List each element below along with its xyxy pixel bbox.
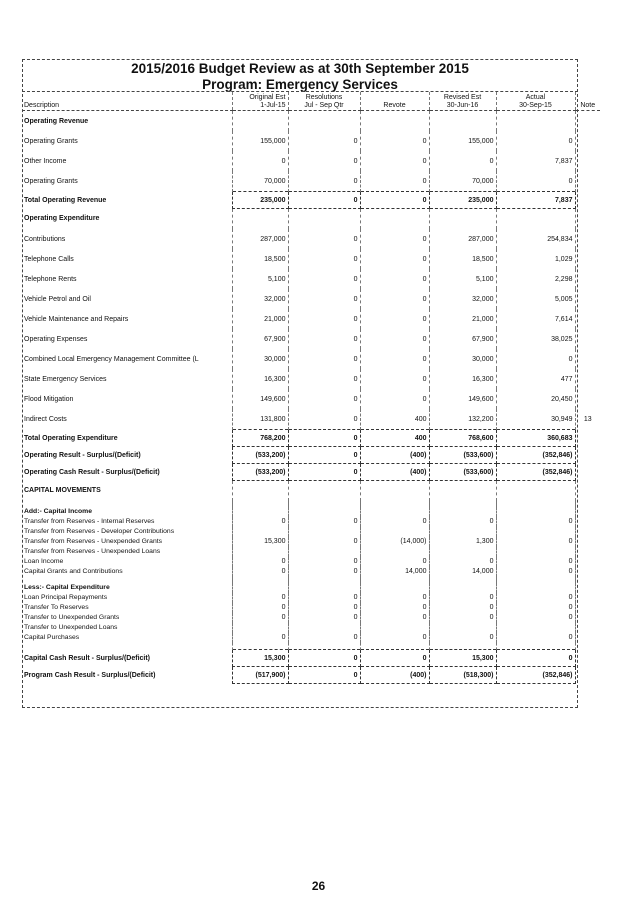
expenditure-row <box>22 289 600 309</box>
expenditure-row-revised: 18,500 <box>429 249 496 269</box>
capital-income-heading-note <box>575 507 600 517</box>
capital-income-row-revote: 14,000 <box>360 567 429 577</box>
total-operating-revenue-revote: 0 <box>360 192 429 209</box>
operating-expenditure-heading-actual <box>496 209 575 230</box>
total-operating-expenditure-note <box>575 430 600 447</box>
program-cash-result <box>22 667 600 684</box>
capital-expenditure-row-res: 0 <box>288 593 360 603</box>
header-description: Description <box>22 92 232 111</box>
operating-revenue-heading-revised <box>429 111 496 132</box>
capital-income-row-res: 0 <box>288 557 360 567</box>
header-note: Note <box>575 92 600 111</box>
expenditure-row-revote: 0 <box>360 309 429 329</box>
total-operating-expenditure-actual: 360,683 <box>496 430 575 447</box>
header-actual: Actual 30-Sep-15 <box>496 92 575 111</box>
capital-cash-result <box>22 650 600 667</box>
operating-revenue-heading-revote <box>360 111 429 132</box>
expenditure-row-description: Telephone Calls <box>24 255 74 263</box>
header-resolutions: Resolutions Jul - Sep Qtr <box>288 92 360 111</box>
capital-expenditure-row-note <box>575 603 600 613</box>
capital-cash-result-res: 0 <box>288 650 360 667</box>
capital-income-row-note <box>575 567 600 577</box>
capital-income-row-orig: 0 <box>232 517 288 527</box>
total-operating-expenditure-revote: 400 <box>360 430 429 447</box>
expenditure-row-revised: 5,100 <box>429 269 496 289</box>
capital-income-row-actual <box>496 547 575 557</box>
capital-income-heading-revised <box>429 507 496 517</box>
capital-income-row-revised: 1,300 <box>429 537 496 547</box>
operating-expenditure-heading-res <box>288 209 360 230</box>
capital-income-row-revote <box>360 547 429 557</box>
capital-expenditure-row-revised: 0 <box>429 603 496 613</box>
expenditure-row-actual: 7,614 <box>496 309 575 329</box>
capital-expenditure-row-actual: 0 <box>496 593 575 603</box>
expenditure-row-revote: 400 <box>360 409 429 430</box>
revenue-row-orig: 70,000 <box>232 171 288 192</box>
expenditure-row-note <box>575 349 600 369</box>
expenditure-row-orig: 30,000 <box>232 349 288 369</box>
expenditure-row <box>22 269 600 289</box>
capital-income-heading-revote <box>360 507 429 517</box>
capital-expenditure-heading-orig <box>232 583 288 593</box>
capital-income-row-description: Transfer from Reserves - Internal Reserves <box>24 518 155 525</box>
capital-expenditure-row-revised: 0 <box>429 593 496 603</box>
expenditure-row-actual: 1,029 <box>496 249 575 269</box>
operating-revenue-heading-orig <box>232 111 288 132</box>
capital-expenditure-row-orig: 0 <box>232 593 288 603</box>
capital-income-row-res: 0 <box>288 567 360 577</box>
operating-result-description: Operating Result - Surplus/(Deficit) <box>24 451 141 459</box>
capital-expenditure-row-orig: 0 <box>232 633 288 643</box>
operating-result-revote: (400) <box>360 447 429 464</box>
revenue-row-actual: 7,837 <box>496 151 575 171</box>
total-operating-expenditure-description: Total Operating Expenditure <box>24 434 118 442</box>
expenditure-row <box>22 369 600 389</box>
total-operating-revenue-description: Total Operating Revenue <box>24 196 107 204</box>
capital-income-row-actual <box>496 527 575 537</box>
capital-expenditure-heading-revised <box>429 583 496 593</box>
operating-expenditure-heading-orig <box>232 209 288 230</box>
revenue-row-res: 0 <box>288 171 360 192</box>
header-original-est: Original Est 1-Jul-15 <box>232 92 288 111</box>
operating-revenue-heading-res <box>288 111 360 132</box>
expenditure-row-orig: 32,000 <box>232 289 288 309</box>
revenue-row-revised: 155,000 <box>429 131 496 151</box>
capital-income-row-orig <box>232 527 288 537</box>
capital-expenditure-heading <box>22 583 600 593</box>
capital-expenditure-heading-revote <box>360 583 429 593</box>
expenditure-row-res: 0 <box>288 369 360 389</box>
capital-cash-result-actual: 0 <box>496 650 575 667</box>
revenue-row-description: Operating Grants <box>24 137 78 145</box>
capital-income-row-res <box>288 527 360 537</box>
total-operating-expenditure-revised: 768,600 <box>429 430 496 447</box>
revenue-row-revised: 0 <box>429 151 496 171</box>
capital-expenditure-row-actual: 0 <box>496 603 575 613</box>
capital-expenditure-heading-description: Less:- Capital Expenditure <box>24 584 110 591</box>
capital-income-row-res <box>288 547 360 557</box>
revenue-row <box>22 131 600 151</box>
program-cash-result-actual: (352,846) <box>496 667 575 684</box>
revenue-row-description: Other Income <box>24 157 67 165</box>
capital-income-row-res: 0 <box>288 517 360 527</box>
capital-expenditure-heading-res <box>288 583 360 593</box>
expenditure-row-actual: 5,005 <box>496 289 575 309</box>
revenue-row-revote: 0 <box>360 171 429 192</box>
capital-expenditure-row-revote: 0 <box>360 633 429 643</box>
expenditure-row-note <box>575 389 600 409</box>
program-cash-result-orig: (517,900) <box>232 667 288 684</box>
capital-income-row-orig: 0 <box>232 557 288 567</box>
page-number: 26 <box>311 879 326 893</box>
operating-expenditure-heading-revote <box>360 209 429 230</box>
operating-result-res: 0 <box>288 447 360 464</box>
expenditure-row-actual: 2,298 <box>496 269 575 289</box>
revenue-row <box>22 151 600 171</box>
operating-result <box>22 447 600 464</box>
operating-result-revised: (533,600) <box>429 447 496 464</box>
expenditure-row-note <box>575 269 600 289</box>
expenditure-row-orig: 67,900 <box>232 329 288 349</box>
expenditure-row-actual: 38,025 <box>496 329 575 349</box>
operating-cash-result-res: 0 <box>288 464 360 481</box>
expenditure-row-description: Vehicle Petrol and Oil <box>24 295 91 303</box>
expenditure-row-revised: 132,200 <box>429 409 496 430</box>
revenue-row-orig: 155,000 <box>232 131 288 151</box>
program-cash-result-revised: (518,300) <box>429 667 496 684</box>
capital-expenditure-row-description: Transfer To Reserves <box>24 604 89 611</box>
expenditure-row-actual: 20,450 <box>496 389 575 409</box>
expenditure-row-revised: 16,300 <box>429 369 496 389</box>
operating-cash-result <box>22 464 600 481</box>
operating-revenue-heading-description: Operating Revenue <box>24 117 89 125</box>
total-operating-revenue-orig: 235,000 <box>232 192 288 209</box>
expenditure-row-res: 0 <box>288 289 360 309</box>
capital-income-row-description: Loan Income <box>24 558 64 565</box>
capital-expenditure-row-actual: 0 <box>496 613 575 623</box>
capital-expenditure-row-description: Transfer to Unexpended Grants <box>24 614 120 621</box>
capital-income-row-note <box>575 557 600 567</box>
operating-revenue-heading-note <box>575 111 600 132</box>
capital-expenditure-row-orig <box>232 623 288 633</box>
capital-movements-heading-description: CAPITAL MOVEMENTS <box>24 487 101 495</box>
capital-expenditure-row-description: Transfer to Unexpended Loans <box>24 624 118 631</box>
capital-cash-result-revised: 15,300 <box>429 650 496 667</box>
expenditure-row-res: 0 <box>288 229 360 249</box>
capital-income-row-description: Transfer from Reserves - Developer Contributions <box>24 528 175 535</box>
operating-result-actual: (352,846) <box>496 447 575 464</box>
capital-expenditure-row-revote: 0 <box>360 613 429 623</box>
operating-revenue-heading-actual <box>496 111 575 132</box>
total-operating-expenditure-res: 0 <box>288 430 360 447</box>
capital-expenditure-row <box>22 593 600 603</box>
total-operating-expenditure-orig: 768,200 <box>232 430 288 447</box>
expenditure-row-orig: 16,300 <box>232 369 288 389</box>
expenditure-row <box>22 409 600 430</box>
expenditure-row-description: State Emergency Services <box>24 375 107 383</box>
revenue-row-note <box>575 171 600 192</box>
capital-income-row-revised: 14,000 <box>429 567 496 577</box>
expenditure-row-revised: 287,000 <box>429 229 496 249</box>
table-header-row <box>22 92 600 111</box>
revenue-row-res: 0 <box>288 151 360 171</box>
operating-cash-result-note <box>575 464 600 481</box>
revenue-row-actual: 0 <box>496 171 575 192</box>
capital-movements-heading-revised <box>429 481 496 502</box>
capital-income-row <box>22 517 600 527</box>
total-operating-revenue-actual: 7,837 <box>496 192 575 209</box>
capital-movements-heading-orig <box>232 481 288 502</box>
program-title: Program: Emergency Services <box>202 77 398 92</box>
capital-income-row-note <box>575 547 600 557</box>
expenditure-row <box>22 329 600 349</box>
revenue-row-revote: 0 <box>360 131 429 151</box>
capital-cash-result-revote: 0 <box>360 650 429 667</box>
expenditure-row-orig: 287,000 <box>232 229 288 249</box>
operating-cash-result-revote: (400) <box>360 464 429 481</box>
capital-expenditure-row-revised: 0 <box>429 633 496 643</box>
capital-income-row-orig <box>232 547 288 557</box>
capital-expenditure-row-note <box>575 613 600 623</box>
operating-cash-result-actual: (352,846) <box>496 464 575 481</box>
capital-income-row-actual: 0 <box>496 537 575 547</box>
expenditure-row-res: 0 <box>288 409 360 430</box>
header-revised-est: Revised Est 30-Jun-16 <box>429 92 496 111</box>
revenue-row-revote: 0 <box>360 151 429 171</box>
expenditure-row-res: 0 <box>288 389 360 409</box>
capital-expenditure-row-revote <box>360 623 429 633</box>
expenditure-row-description: Flood Mitigation <box>24 395 74 403</box>
revenue-row-revised: 70,000 <box>429 171 496 192</box>
capital-expenditure-row-description: Loan Principal Repayments <box>24 594 108 601</box>
capital-expenditure-row <box>22 633 600 643</box>
total-operating-revenue-revised: 235,000 <box>429 192 496 209</box>
revenue-row-res: 0 <box>288 131 360 151</box>
capital-movements-heading-note <box>575 481 600 502</box>
expenditure-row-description: Contributions <box>24 235 66 243</box>
operating-cash-result-orig: (533,200) <box>232 464 288 481</box>
capital-cash-result-orig: 15,300 <box>232 650 288 667</box>
operating-expenditure-heading-note <box>575 209 600 230</box>
expenditure-row <box>22 249 600 269</box>
capital-cash-result-note <box>575 650 600 667</box>
expenditure-row-revote: 0 <box>360 249 429 269</box>
capital-income-row-actual: 0 <box>496 557 575 567</box>
expenditure-row-actual: 30,949 <box>496 409 575 430</box>
capital-expenditure-row-actual: 0 <box>496 633 575 643</box>
capital-income-row <box>22 557 600 567</box>
capital-expenditure-row-note <box>575 633 600 643</box>
capital-income-heading-orig <box>232 507 288 517</box>
capital-expenditure-row-note <box>575 623 600 633</box>
capital-expenditure-row-orig: 0 <box>232 603 288 613</box>
capital-income-row-revised: 0 <box>429 557 496 567</box>
program-cash-result-description: Program Cash Result - Surplus/(Deficit) <box>24 671 156 679</box>
capital-income-row-actual: 0 <box>496 517 575 527</box>
capital-income-row-description: Capital Grants and Contributions <box>24 568 123 575</box>
capital-income-row-description: Transfer from Reserves - Unexpended Grants <box>24 538 163 545</box>
expenditure-row-note <box>575 309 600 329</box>
expenditure-row-description: Operating Expenses <box>24 335 88 343</box>
expenditure-row-note <box>575 329 600 349</box>
expenditure-row-revote: 0 <box>360 389 429 409</box>
expenditure-row <box>22 229 600 249</box>
expenditure-row-revote: 0 <box>360 229 429 249</box>
revenue-row-description: Operating Grants <box>24 177 78 185</box>
expenditure-row-revised: 21,000 <box>429 309 496 329</box>
report-title: 2015/2016 Budget Review as at 30th September 2015 <box>131 61 469 76</box>
program-cash-result-note <box>575 667 600 684</box>
capital-expenditure-row-description: Capital Purchases <box>24 634 80 641</box>
expenditure-row-res: 0 <box>288 249 360 269</box>
expenditure-row-orig: 5,100 <box>232 269 288 289</box>
capital-movements-heading-revote <box>360 481 429 502</box>
capital-income-row-orig: 15,300 <box>232 537 288 547</box>
expenditure-row-res: 0 <box>288 269 360 289</box>
capital-income-heading-description: Add:- Capital Income <box>24 508 92 515</box>
expenditure-row-description: Indirect Costs <box>24 415 67 423</box>
capital-income-row-revised <box>429 527 496 537</box>
expenditure-row-actual: 477 <box>496 369 575 389</box>
expenditure-row-res: 0 <box>288 309 360 329</box>
operating-revenue-heading <box>22 111 600 132</box>
capital-expenditure-row-res <box>288 623 360 633</box>
expenditure-row-revote: 0 <box>360 269 429 289</box>
capital-income-row <box>22 547 600 557</box>
capital-income-row-actual: 0 <box>496 567 575 577</box>
capital-income-row-description: Transfer from Reserves - Unexpended Loans <box>24 548 161 555</box>
capital-income-heading-res <box>288 507 360 517</box>
header-revote: Revote <box>360 92 429 111</box>
capital-expenditure-heading-note <box>575 583 600 593</box>
total-operating-expenditure <box>22 430 600 447</box>
expenditure-row-actual: 0 <box>496 349 575 369</box>
expenditure-row-revised: 30,000 <box>429 349 496 369</box>
capital-expenditure-row <box>22 623 600 633</box>
capital-income-row-note <box>575 527 600 537</box>
expenditure-row-description: Vehicle Maintenance and Repairs <box>24 315 129 323</box>
capital-income-row <box>22 537 600 547</box>
capital-income-row-revote: 0 <box>360 557 429 567</box>
revenue-row-note <box>575 131 600 151</box>
expenditure-row-revised: 67,900 <box>429 329 496 349</box>
operating-expenditure-heading-description: Operating Expenditure <box>24 215 100 223</box>
capital-expenditure-heading-actual <box>496 583 575 593</box>
expenditure-row-orig: 149,600 <box>232 389 288 409</box>
expenditure-row-revote: 0 <box>360 369 429 389</box>
expenditure-row-description: Combined Local Emergency Management Committee (L <box>24 355 199 363</box>
expenditure-row-orig: 18,500 <box>232 249 288 269</box>
expenditure-row-description: Telephone Rents <box>24 275 77 283</box>
capital-income-row-revised: 0 <box>429 517 496 527</box>
expenditure-row-orig: 21,000 <box>232 309 288 329</box>
operating-result-note <box>575 447 600 464</box>
capital-expenditure-row-revote: 0 <box>360 593 429 603</box>
capital-income-row-res: 0 <box>288 537 360 547</box>
capital-income-row <box>22 567 600 577</box>
capital-income-heading <box>22 507 600 517</box>
revenue-row-note <box>575 151 600 171</box>
capital-movements-heading-res <box>288 481 360 502</box>
revenue-row-orig: 0 <box>232 151 288 171</box>
operating-expenditure-heading <box>22 209 600 230</box>
expenditure-row-revised: 32,000 <box>429 289 496 309</box>
expenditure-row-note <box>575 229 600 249</box>
revenue-row-actual: 0 <box>496 131 575 151</box>
budget-table <box>22 92 600 684</box>
expenditure-row-revised: 149,600 <box>429 389 496 409</box>
capital-cash-result-description: Capital Cash Result - Surplus/(Deficit) <box>24 654 151 662</box>
expenditure-row-actual: 254,834 <box>496 229 575 249</box>
total-operating-revenue-res: 0 <box>288 192 360 209</box>
operating-cash-result-description: Operating Cash Result - Surplus/(Deficit) <box>24 468 160 476</box>
capital-income-row-revote: 0 <box>360 517 429 527</box>
expenditure-row-note <box>575 369 600 389</box>
capital-expenditure-row-res: 0 <box>288 633 360 643</box>
capital-income-row-revote: (14,000) <box>360 537 429 547</box>
program-cash-result-revote: (400) <box>360 667 429 684</box>
total-operating-revenue-note <box>575 192 600 209</box>
capital-income-heading-actual <box>496 507 575 517</box>
expenditure-row-note: 13 <box>575 409 600 430</box>
expenditure-row-orig: 131,800 <box>232 409 288 430</box>
capital-expenditure-row-note <box>575 593 600 603</box>
expenditure-row-note <box>575 289 600 309</box>
expenditure-row-res: 0 <box>288 329 360 349</box>
capital-income-row-revised <box>429 547 496 557</box>
capital-movements-heading <box>22 481 600 502</box>
revenue-row <box>22 171 600 192</box>
capital-income-row-note <box>575 537 600 547</box>
capital-expenditure-row-res: 0 <box>288 603 360 613</box>
expenditure-row <box>22 349 600 369</box>
operating-expenditure-heading-revised <box>429 209 496 230</box>
expenditure-row-revote: 0 <box>360 289 429 309</box>
operating-cash-result-revised: (533,600) <box>429 464 496 481</box>
expenditure-row-note <box>575 249 600 269</box>
program-cash-result-res: 0 <box>288 667 360 684</box>
capital-expenditure-row <box>22 603 600 613</box>
capital-expenditure-row-res: 0 <box>288 613 360 623</box>
capital-expenditure-row-revote: 0 <box>360 603 429 613</box>
expenditure-row <box>22 309 600 329</box>
capital-income-row <box>22 527 600 537</box>
capital-income-row-revote <box>360 527 429 537</box>
capital-expenditure-row-actual <box>496 623 575 633</box>
capital-expenditure-row-revised: 0 <box>429 613 496 623</box>
capital-expenditure-row <box>22 613 600 623</box>
total-operating-revenue <box>22 192 600 209</box>
expenditure-row-revote: 0 <box>360 329 429 349</box>
expenditure-row-res: 0 <box>288 349 360 369</box>
operating-result-orig: (533,200) <box>232 447 288 464</box>
capital-income-row-note <box>575 517 600 527</box>
capital-expenditure-row-revised <box>429 623 496 633</box>
expenditure-row <box>22 389 600 409</box>
capital-expenditure-row-orig: 0 <box>232 613 288 623</box>
expenditure-row-revote: 0 <box>360 349 429 369</box>
table-body <box>22 111 600 684</box>
capital-income-row-orig: 0 <box>232 567 288 577</box>
capital-movements-heading-actual <box>496 481 575 502</box>
